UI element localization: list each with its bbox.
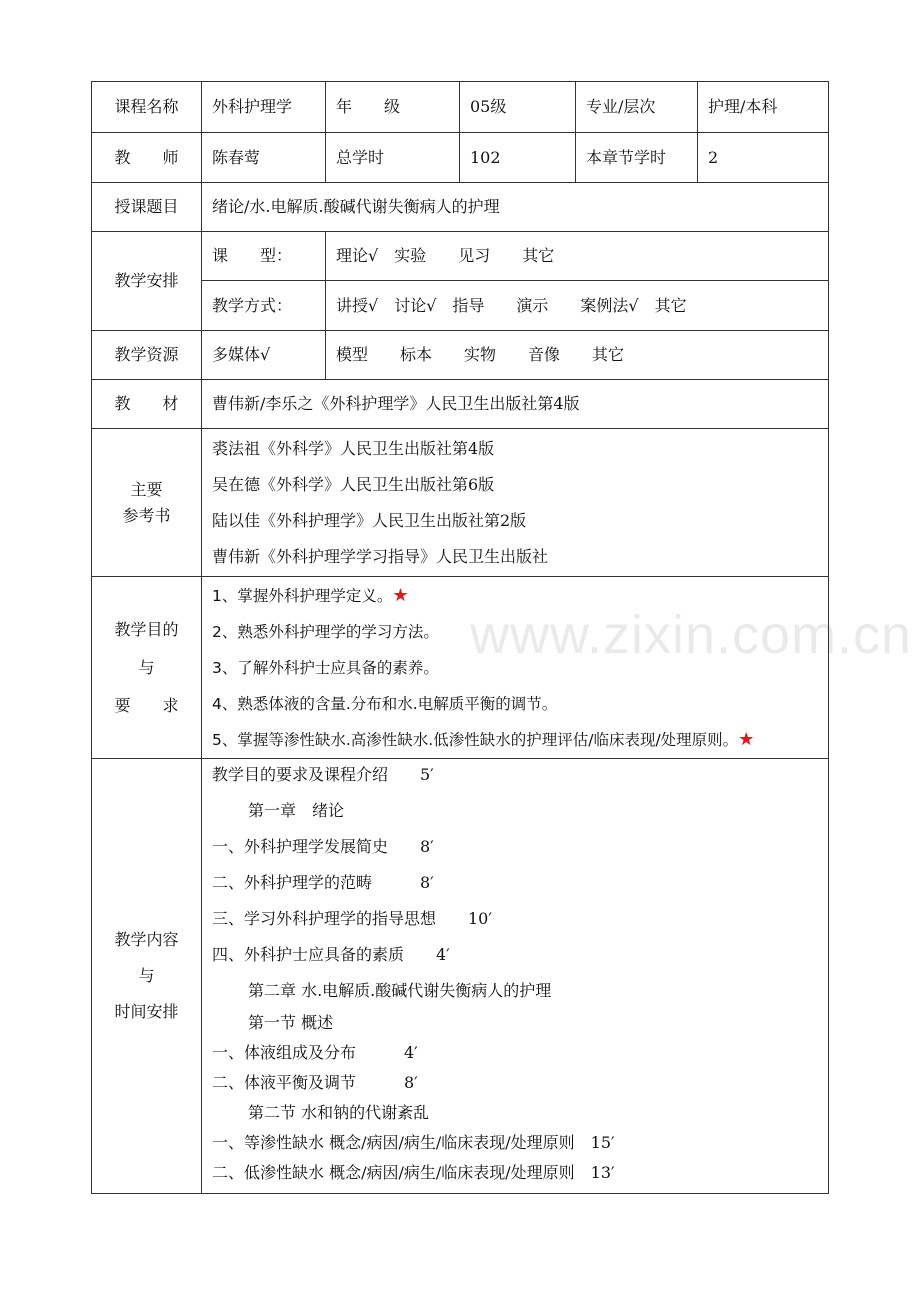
topic-label: 授课题目: [92, 183, 202, 232]
row-objectives: [92, 577, 829, 759]
chapter-hours-value: 2: [698, 133, 829, 183]
row-topic: [92, 183, 829, 232]
schedule-line: 四、外科护士应具备的素质 4′: [212, 945, 450, 964]
chapter-hours-label: 本章节学时: [576, 133, 698, 183]
content-label-line1: 教学内容: [114, 930, 179, 949]
schedule-line: 二、体液平衡及调节 8′: [212, 1073, 418, 1092]
chapter-heading: 第一章 绪论: [248, 801, 345, 820]
objectives-label-line2: 与: [138, 657, 155, 677]
row-textbook: [92, 380, 829, 429]
total-hours-label: 总学时: [326, 133, 460, 183]
resources-label: 教学资源: [92, 331, 202, 380]
schedule-line: 教学目的要求及课程介绍 5′: [212, 765, 434, 784]
star-icon: ★: [738, 728, 755, 750]
teacher-value: 陈春莺: [202, 133, 326, 183]
objective-item: 4、熟悉体液的含量.分布和水.电解质平衡的调节。: [212, 694, 558, 713]
objective-item: 2、熟悉外科护理学的学习方法。: [212, 622, 439, 641]
section-heading: 第二节 水和钠的代谢紊乱: [248, 1103, 430, 1122]
content-label-line2: 与: [138, 966, 155, 985]
objective-text: 1、掌握外科护理学定义。: [212, 586, 393, 605]
row-content: [92, 759, 829, 1194]
objective-item: 3、了解外科护士应具备的素养。: [212, 658, 439, 677]
topic-value: 绪论/水.电解质.酸碱代谢失衡病人的护理: [202, 183, 829, 232]
course-name-value: 外科护理学: [202, 82, 326, 133]
major-level-value: 护理/本科: [698, 82, 829, 133]
objectives-list: [202, 577, 829, 759]
objective-item: [212, 578, 824, 614]
references-label: [92, 429, 202, 577]
star-icon: ★: [392, 584, 409, 606]
class-type-options: 理论√ 实验 见习 其它: [326, 232, 829, 281]
reference-item: 裘法祖《外科学》人民卫生出版社第4版: [212, 438, 495, 458]
references-label-line1: 主要: [130, 479, 163, 499]
schedule-line: 二、低渗性缺水 概念/病因/病生/临床表现/处理原则 13′: [212, 1163, 615, 1182]
objectives-label-line3: 要 求: [114, 695, 179, 715]
schedule-line: 三、学习外科护理学的指导思想 10′: [212, 909, 492, 928]
total-hours-value: 102: [460, 133, 576, 183]
major-level-label: 专业/层次: [576, 82, 698, 133]
row-course: [92, 82, 829, 133]
grade-label: 年 级: [326, 82, 460, 133]
objectives-label-line1: 教学目的: [114, 619, 179, 639]
schedule-line: 一、外科护理学发展简史 8′: [212, 837, 434, 856]
teaching-method-options: 讲授√ 讨论√ 指导 演示 案例法√ 其它: [326, 281, 829, 331]
references-list: [202, 429, 829, 577]
class-type-label: 课 型：: [202, 232, 326, 281]
arrangement-label: 教学安排: [92, 232, 202, 331]
textbook-value: 曹伟新/李乐之《外科护理学》人民卫生出版社第4版: [202, 380, 829, 429]
lesson-plan-table: [91, 81, 829, 1194]
reference-item: 陆以佳《外科护理学》人民卫生出版社第2版: [212, 510, 527, 530]
schedule-line: 一、等渗性缺水 概念/病因/病生/临床表现/处理原则 15′: [212, 1133, 615, 1152]
chapter-heading: 第二章 水.电解质.酸碱代谢失衡病人的护理: [248, 981, 552, 1000]
objectives-label: [92, 577, 202, 759]
reference-item: 吴在德《外科学》人民卫生出版社第6版: [212, 474, 495, 494]
teacher-label: 教 师: [92, 133, 202, 183]
reference-item: 曹伟新《外科护理学学习指导》人民卫生出版社: [212, 546, 549, 566]
schedule-line: 二、外科护理学的范畴 8′: [212, 873, 434, 892]
content-schedule: [202, 759, 829, 1194]
objective-text: 5、掌握等渗性缺水.高渗性缺水.低渗性缺水的护理评估/临床表现/处理原则。: [212, 730, 739, 749]
row-resources: [92, 331, 829, 380]
section-heading: 第一节 概述: [248, 1013, 334, 1032]
content-label: [92, 759, 202, 1194]
teaching-method-label: 教学方式：: [202, 281, 326, 331]
textbook-label: 教 材: [92, 380, 202, 429]
content-label-line3: 时间安排: [114, 1002, 179, 1021]
objective-item: [212, 722, 824, 758]
resources-multimedia: 多媒体√: [202, 331, 326, 380]
row-arrangement-type: [92, 232, 829, 281]
course-name-label: 课程名称: [92, 82, 202, 133]
resources-others: 模型 标本 实物 音像 其它: [326, 331, 829, 380]
row-references: [92, 429, 829, 577]
references-label-line2: 参考书: [122, 505, 171, 525]
row-teacher: [92, 133, 829, 183]
watermark: www.zixin.com.cn: [470, 605, 913, 665]
schedule-line: 一、体液组成及分布 4′: [212, 1043, 418, 1062]
grade-value: 05级: [460, 82, 576, 133]
row-arrangement-method: [92, 281, 829, 331]
